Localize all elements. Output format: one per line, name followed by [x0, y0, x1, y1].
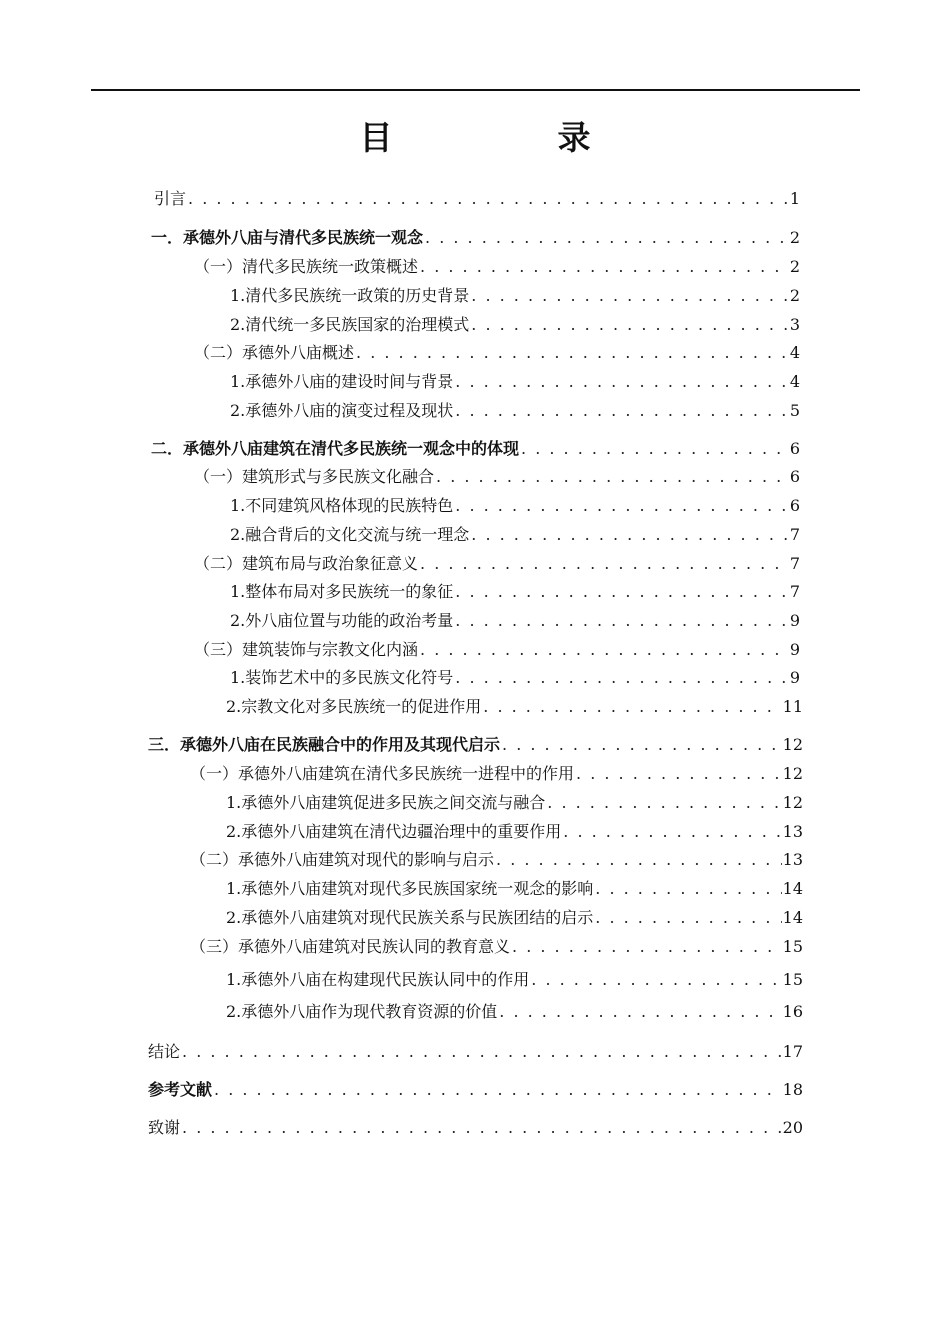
- dot-leader: [502, 735, 782, 755]
- toc-entry-title: （二）承德外八庙建筑对现代的影响与启示: [190, 850, 495, 869]
- toc-entry-title: 二．承德外八庙建筑在清代多民族统一观念中的体现: [151, 439, 520, 458]
- toc-entry[interactable]: [148, 1080, 803, 1100]
- toc-entry[interactable]: [226, 970, 803, 990]
- toc-entry-page: 16: [782, 1002, 803, 1021]
- toc-entry-page: 14: [782, 879, 803, 898]
- toc-entry[interactable]: [148, 735, 803, 755]
- toc-entry-title: （三）建筑装饰与宗教文化内涵: [194, 640, 419, 659]
- toc-entry[interactable]: [226, 1002, 803, 1022]
- toc-entry[interactable]: [190, 764, 803, 784]
- dot-leader: [471, 315, 789, 335]
- toc-entry-title: 1.不同建筑风格体现的民族特色: [230, 496, 454, 515]
- toc-entry[interactable]: [226, 908, 803, 928]
- toc-entry-page: 2: [789, 257, 800, 276]
- toc-entry-title: 2.清代统一多民族国家的治理模式: [230, 315, 470, 334]
- toc-entry[interactable]: [230, 525, 800, 545]
- header-rule: [91, 89, 860, 91]
- toc-entry[interactable]: [194, 640, 800, 660]
- toc-entry[interactable]: [226, 697, 803, 717]
- toc-entry-page: 15: [782, 970, 803, 989]
- toc-entry-title: 1.装饰艺术中的多民族文化符号: [230, 668, 454, 687]
- toc-entry[interactable]: [230, 611, 800, 631]
- dot-leader: [356, 343, 789, 363]
- toc-entry-title: 2.承德外八庙建筑在清代边疆治理中的重要作用: [226, 822, 562, 841]
- dot-leader: [471, 286, 789, 306]
- toc-entry-title: 2.融合背后的文化交流与统一理念: [230, 525, 470, 544]
- toc-entry-title: 2.承德外八庙的演变过程及现状: [230, 401, 454, 420]
- toc-entry-title: 三．承德外八庙在民族融合中的作用及其现代启示: [148, 735, 501, 754]
- toc-entry-page: 9: [789, 668, 800, 687]
- toc-entry[interactable]: [194, 554, 800, 574]
- toc-entry[interactable]: [226, 793, 803, 813]
- dot-leader: [455, 611, 789, 631]
- dot-leader: [182, 1042, 782, 1062]
- dot-leader: [214, 1080, 782, 1100]
- toc-entry-title: 参考文献: [148, 1080, 213, 1099]
- toc-entry-page: 13: [782, 850, 803, 869]
- dot-leader: [471, 525, 789, 545]
- toc-entry[interactable]: [230, 372, 800, 392]
- toc-entry-page: 9: [789, 640, 800, 659]
- dot-leader: [420, 554, 789, 574]
- toc-entry-title: （二）承德外八庙概述: [194, 343, 355, 362]
- dot-leader: [455, 668, 789, 688]
- dot-leader: [496, 850, 782, 870]
- toc-entry[interactable]: [226, 822, 803, 842]
- toc-entry-title: 1.承德外八庙建筑促进多民族之间交流与融合: [226, 793, 546, 812]
- dot-leader: [483, 697, 781, 717]
- dot-leader: [455, 582, 789, 602]
- toc-entry-title: （三）承德外八庙建筑对民族认同的教育意义: [190, 937, 511, 956]
- toc-entry-title: 1.清代多民族统一政策的历史背景: [230, 286, 470, 305]
- toc-entry[interactable]: [226, 879, 803, 899]
- toc-entry-page: 11: [782, 697, 803, 716]
- dot-leader: [521, 439, 789, 459]
- toc-entry-title: 1.整体布局对多民族统一的象征: [230, 582, 454, 601]
- toc-entry-title: （一）建筑形式与多民族文化融合: [194, 467, 435, 486]
- toc-entry-title: 致谢: [148, 1118, 181, 1137]
- dot-leader: [455, 372, 789, 392]
- toc-entry-page: 15: [782, 937, 803, 956]
- toc-entry-page: 12: [782, 793, 803, 812]
- dot-leader: [455, 401, 789, 421]
- toc-entry-title: （一）承德外八庙建筑在清代多民族统一进程中的作用: [190, 764, 575, 783]
- toc-entry[interactable]: [148, 1042, 803, 1062]
- dot-leader: [455, 496, 789, 516]
- toc-entry-page: 3: [789, 315, 800, 334]
- toc-entry-page: 12: [782, 764, 803, 783]
- dot-leader: [182, 1118, 782, 1138]
- toc-entry[interactable]: [190, 850, 803, 870]
- toc-title: 目 录: [359, 118, 657, 157]
- toc-entry-title: （一）清代多民族统一政策概述: [194, 257, 419, 276]
- toc-entry-page: 4: [789, 343, 800, 362]
- toc-entry-page: 18: [782, 1080, 803, 1099]
- toc-entry-title: 1.承德外八庙建筑对现代多民族国家统一观念的影响: [226, 879, 594, 898]
- toc-entry-title: 一．承德外八庙与清代多民族统一观念: [151, 228, 424, 247]
- toc-entry-page: 2: [789, 228, 800, 247]
- toc-entry-title: 2.承德外八庙建筑对现代民族关系与民族团结的启示: [226, 908, 594, 927]
- dot-leader: [436, 467, 789, 487]
- toc-entry[interactable]: [230, 496, 800, 516]
- toc-entry-page: 13: [782, 822, 803, 841]
- toc-entry-page: 20: [782, 1118, 803, 1137]
- toc-entry-title: 结论: [148, 1042, 181, 1061]
- toc-entry-page: 6: [789, 467, 800, 486]
- toc-entry-title: 1.承德外八庙的建设时间与背景: [230, 372, 454, 391]
- dot-leader: [188, 189, 789, 209]
- toc-entry-page: 7: [789, 525, 800, 544]
- dot-leader: [531, 970, 781, 990]
- dot-leader: [420, 640, 789, 660]
- dot-leader: [563, 822, 781, 842]
- toc-entry-page: 17: [782, 1042, 803, 1061]
- toc-entry[interactable]: [154, 189, 800, 209]
- toc-entry[interactable]: [194, 343, 800, 363]
- toc-entry-page: 7: [789, 554, 800, 573]
- toc-entry-page: 7: [789, 582, 800, 601]
- toc-entry-title: 2.承德外八庙作为现代教育资源的价值: [226, 1002, 498, 1021]
- toc-entry-page: 6: [789, 496, 800, 515]
- dot-leader: [547, 793, 781, 813]
- dot-leader: [512, 937, 782, 957]
- dot-leader: [595, 879, 781, 899]
- toc-entry[interactable]: [230, 668, 800, 688]
- toc-entry-title: 引言: [154, 189, 187, 208]
- toc-entry-title: （二）建筑布局与政治象征意义: [194, 554, 419, 573]
- toc-entry-page: 6: [789, 439, 800, 458]
- toc-entry-page: 5: [789, 401, 800, 420]
- dot-leader: [499, 1002, 781, 1022]
- toc-entry[interactable]: [194, 257, 800, 277]
- toc-entry-page: 14: [782, 908, 803, 927]
- toc-entry[interactable]: [230, 401, 800, 421]
- dot-leader: [425, 228, 789, 248]
- toc-entry-page: 1: [789, 189, 800, 208]
- toc-entry-page: 9: [789, 611, 800, 630]
- toc-entry[interactable]: [151, 439, 800, 459]
- toc-entry-title: 2.宗教文化对多民族统一的促进作用: [226, 697, 482, 716]
- toc-entry[interactable]: [230, 286, 800, 306]
- toc-entry-title: 1.承德外八庙在构建现代民族认同中的作用: [226, 970, 530, 989]
- toc-entry-title: 2.外八庙位置与功能的政治考量: [230, 611, 454, 630]
- toc-entry-page: 4: [789, 372, 800, 391]
- dot-leader: [420, 257, 789, 277]
- toc-entry[interactable]: [230, 315, 800, 335]
- toc-entry-page: 12: [782, 735, 803, 754]
- toc-entry[interactable]: [190, 937, 803, 957]
- toc-entry[interactable]: [230, 582, 800, 602]
- toc-entry-page: 2: [789, 286, 800, 305]
- dot-leader: [595, 908, 781, 928]
- toc-entry[interactable]: [194, 467, 800, 487]
- dot-leader: [576, 764, 782, 784]
- toc-entry[interactable]: [148, 1118, 803, 1138]
- toc-entry[interactable]: [151, 228, 800, 248]
